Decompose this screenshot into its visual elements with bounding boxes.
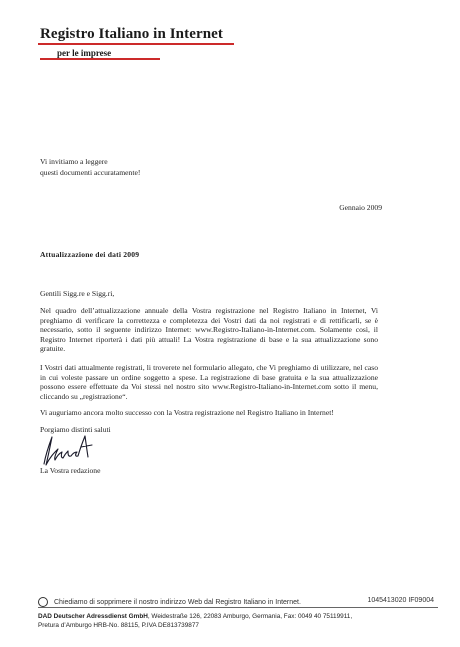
company-registry: Pretura d’Amburgo HRB-No. 88115, P.IVA DE813739877: [38, 621, 199, 629]
logo-subtitle: per le imprese: [57, 48, 112, 58]
remove-address-option[interactable]: [38, 597, 301, 607]
logo-title: Registro Italiano in Internet: [40, 26, 224, 42]
intro-note: [40, 156, 140, 178]
letter-subject: Attualizzazione dei dati 2009: [40, 250, 140, 259]
logo-red-rule-bottom: [40, 58, 160, 60]
option-label: Chiediamo di sopprimere il nostro indirizzo Web dal Registro Italiano in Internet.: [54, 598, 301, 606]
body-paragraph-1: Nel quadro dell’attualizzazione annuale della Vostra registrazione nel Registro Italiano in Internet, Vi preghiamo di verificare la correttezza e completezza dei Vostri dati da noi registrati e di rettificarli, se è necessario, sotto il seguente indirizzo Internet: www.Registro-Italiano-in-Internet.com. Solamente così, il Registro Internet riporterà i dati più attuali! La Vostra registrazione di base e la sua attualizzazione sono gratuite.: [40, 306, 378, 354]
closing: Porgiamo distinti saluti: [40, 425, 111, 434]
company-address: , Weidestraße 126, 22083 Amburgo, Germania, Fax: 0049 40 75119911,: [147, 613, 353, 620]
salutation: Gentili Sigg.re e Sigg.ri,: [40, 289, 115, 298]
letter-date: Gennaio 2009: [339, 203, 382, 212]
reference-number: 1045413020 IF09004: [367, 597, 434, 604]
signatory: La Vostra redazione: [40, 466, 101, 475]
company-name: DAD Deutscher Adressdienst GmbH: [38, 613, 148, 620]
option-radio[interactable]: [38, 597, 48, 607]
body-paragraph-2: I Vostri dati attualmente registrati, li troverete nel formulario allegato, che Vi preghiamo di utilizzare, nel caso in cui voleste passare un ordine soggetto a spese. La registrazione di base gratuita e la sua attualizzazione possono essere effettuate da Voi stessi nel nostro sito www.Registro-Italiano-in-Internet.com sotto il menu, cliccando su „registrazione“.: [40, 363, 378, 401]
intro-line-2: questi documenti accuratamente!: [40, 168, 141, 177]
intro-line-1: Vi invitiamo a leggere: [40, 157, 108, 166]
logo-red-rule-top: [38, 43, 234, 45]
company-info: [38, 613, 438, 630]
body-paragraph-3: Vi auguriamo ancora molto successo con la Vostra registrazione nel Registro Italiano in Internet!: [40, 408, 334, 417]
footer-divider: [38, 607, 438, 608]
